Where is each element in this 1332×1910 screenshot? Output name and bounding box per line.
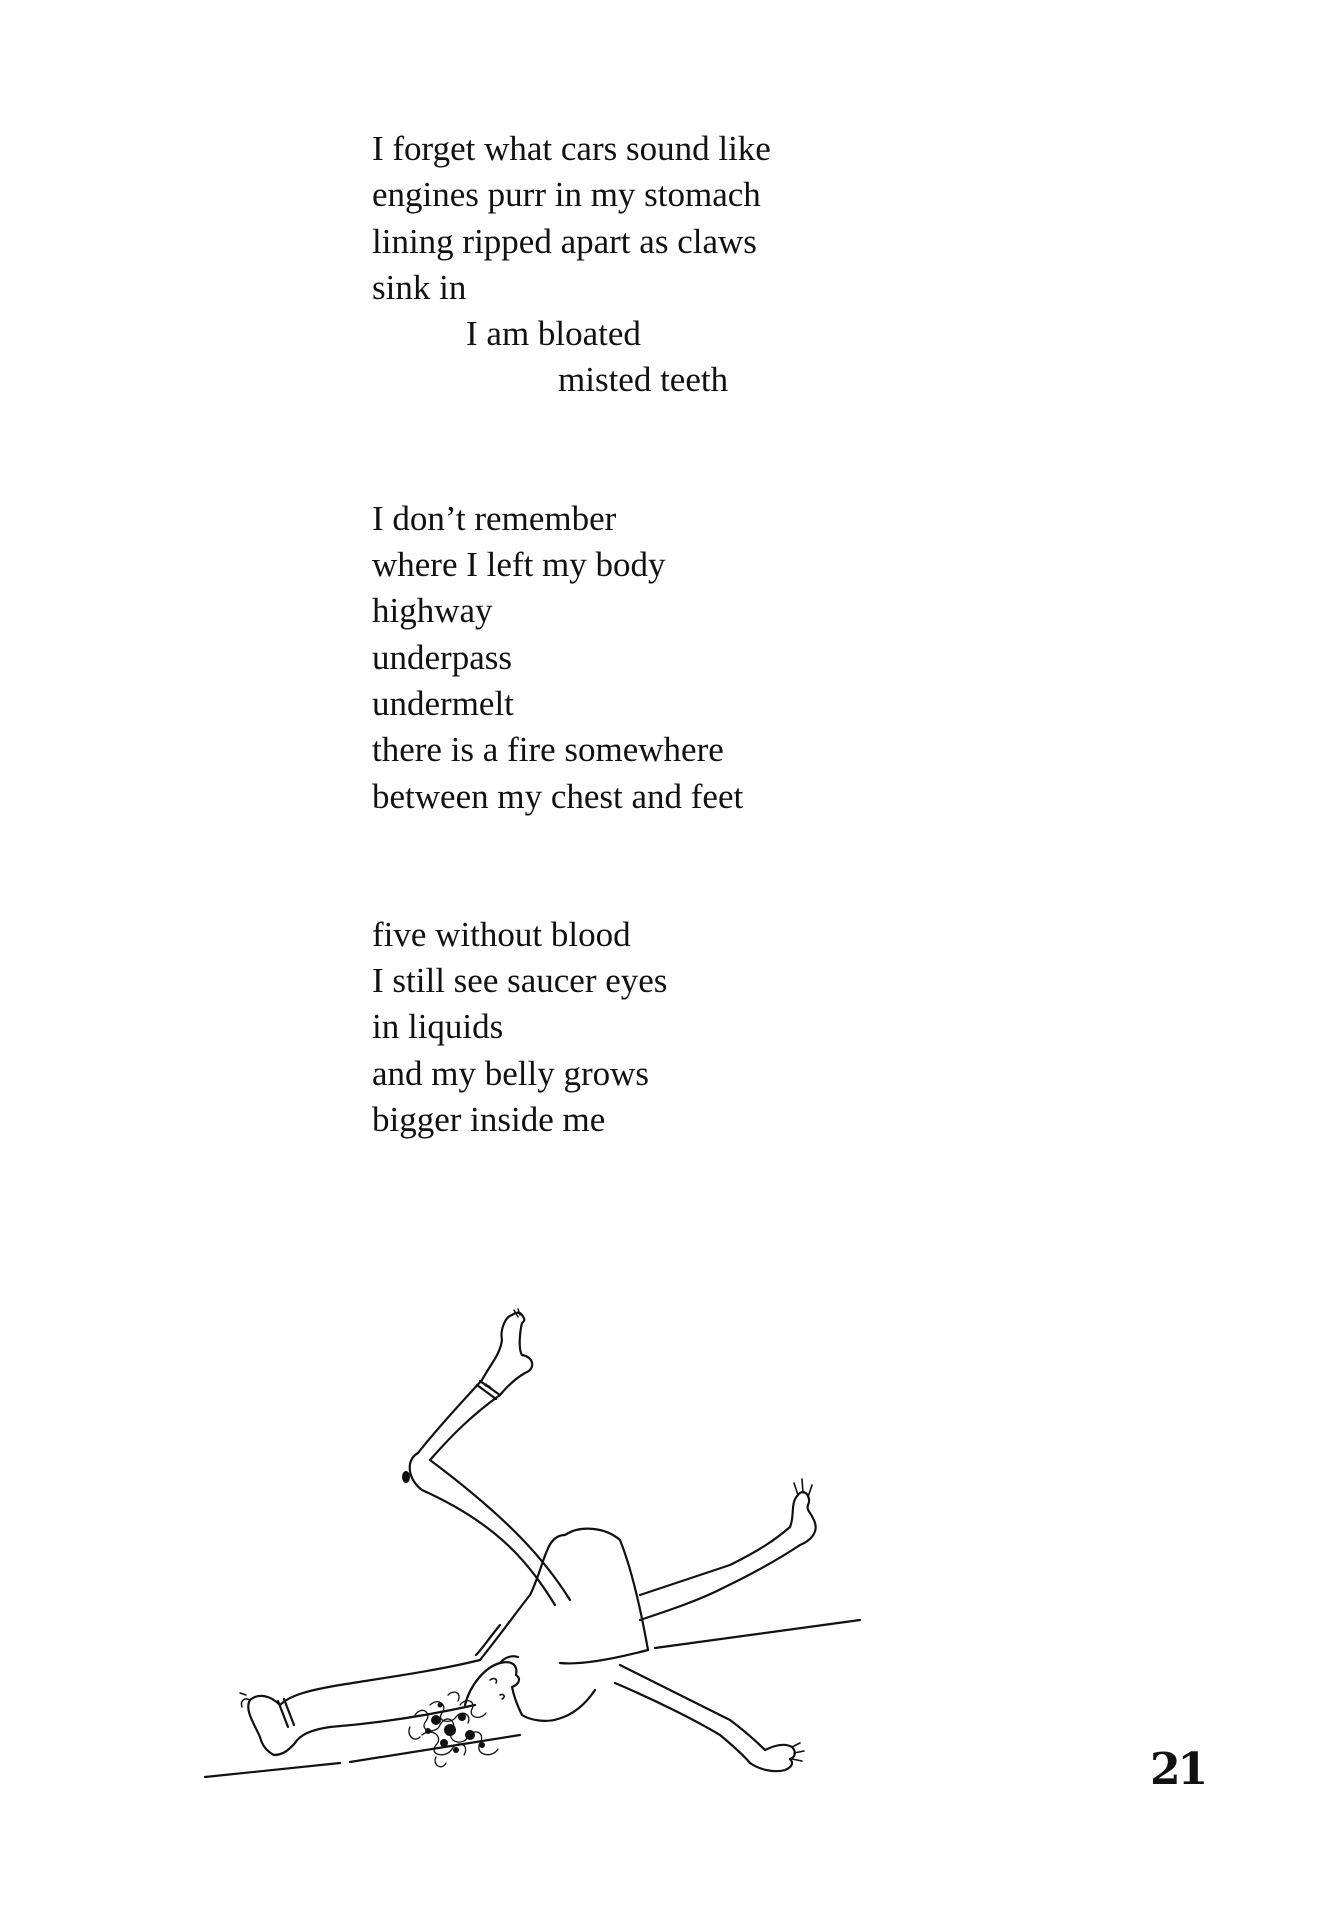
poem-line: I still see saucer eyes bbox=[372, 961, 668, 1001]
poem-line: there is a fire somewhere bbox=[372, 730, 724, 770]
poem-line: undermelt bbox=[372, 683, 514, 723]
poem-line: underpass bbox=[372, 637, 512, 677]
poem-line: highway bbox=[372, 591, 493, 631]
stanza-1 bbox=[372, 126, 1072, 404]
poem bbox=[372, 126, 1072, 1143]
poem-line-indented: misted teeth bbox=[558, 360, 729, 400]
poem-line: I don’t remember bbox=[372, 498, 617, 538]
fallen-figure-illustration bbox=[200, 1265, 900, 1810]
poem-line: between my chest and feet bbox=[372, 776, 744, 816]
poem-line: where I left my body bbox=[372, 545, 666, 585]
poem-line: lining ripped apart as claws bbox=[372, 221, 757, 261]
poem-line-indented: I am bloated bbox=[466, 314, 641, 354]
poem-line: sink in bbox=[372, 267, 467, 307]
poem-line: five without blood bbox=[372, 914, 631, 954]
poem-line: and my belly grows bbox=[372, 1053, 650, 1093]
poem-line: in liquids bbox=[372, 1007, 504, 1047]
poem-line: I forget what cars sound like bbox=[372, 129, 771, 168]
poem-line: engines purr in my stomach bbox=[372, 175, 761, 215]
poem-line: bigger inside me bbox=[372, 1100, 606, 1140]
stanza-2 bbox=[372, 496, 1072, 820]
stanza-3 bbox=[372, 912, 1072, 1143]
page-number: 21 bbox=[1150, 1744, 1206, 1795]
